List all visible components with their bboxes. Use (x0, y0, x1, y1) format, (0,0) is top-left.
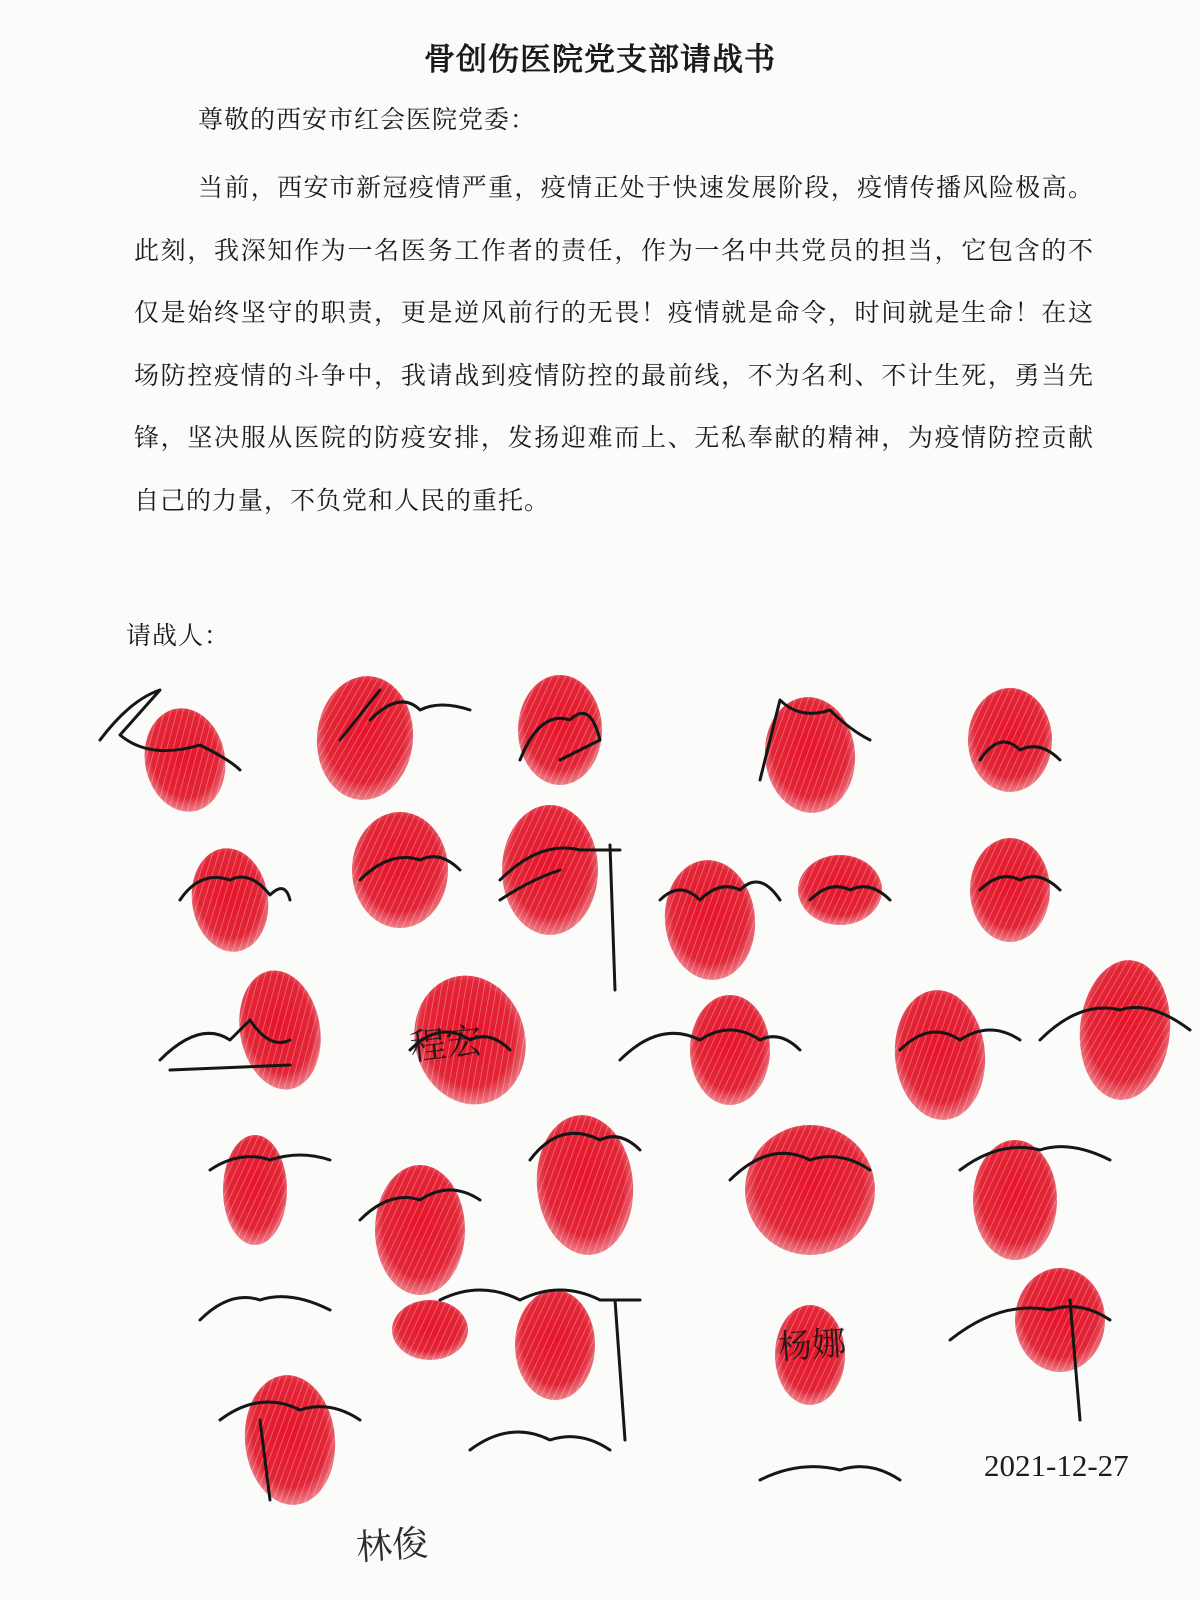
fingerprint (518, 675, 602, 785)
fingerprint (690, 995, 770, 1105)
fingerprint (375, 1165, 465, 1295)
fingerprint (1015, 1268, 1105, 1372)
fingerprint (973, 1140, 1057, 1260)
fingerprint (890, 986, 991, 1123)
fingerprint (745, 1125, 875, 1255)
fingerprint (515, 1290, 595, 1400)
fingerprint (240, 1371, 341, 1508)
fingerprint (968, 688, 1052, 792)
fingerprint (502, 805, 598, 935)
fingerprint (137, 702, 234, 818)
document-date: 2021-12-27 (984, 1448, 1129, 1483)
document-title: 骨创伤医院党支部请战书 (424, 42, 776, 78)
body-paragraph: 当前，西安市新冠疫情严重，疫情正处于快速发展阶段，疫情传播风险极高。此刻，我深知作为一名医务工作者的责任，作为一名中共党员的担当，它包含的不仅是始终坚守的职责，更是逆风前行的无畏！疫情就是命令，时间就是生命！在这场防控疫情的斗争中，我请战到疫情防控的最前线，不为名利、不计生死，勇当先锋，坚决服从医院的防疫安排，发扬迎难而上、无私奉献的精神，为疫情防控贡献自己的力量，不负党和人民的重托。 (134, 173, 1094, 515)
handwritten-signature (760, 1467, 900, 1480)
fingerprint (660, 856, 760, 983)
signature-name: 杨娜 (776, 1323, 848, 1368)
signer-label: 请战人： (126, 621, 231, 650)
handwritten-signature (470, 1432, 610, 1450)
fingerprint (352, 812, 448, 928)
fingerprint (312, 672, 418, 804)
signature-name: 程宏 (408, 1020, 485, 1069)
handwritten-signature (200, 1297, 330, 1320)
fingerprint (223, 1135, 287, 1245)
signature-name: 林俊 (354, 1523, 430, 1569)
fingerprint (230, 964, 330, 1096)
fingerprint (1074, 956, 1176, 1103)
fingerprint (798, 855, 882, 925)
fingerprint (185, 843, 275, 957)
salutation: 尊敬的西安市红会医院党委： (198, 105, 537, 134)
fingerprint (392, 1300, 468, 1360)
